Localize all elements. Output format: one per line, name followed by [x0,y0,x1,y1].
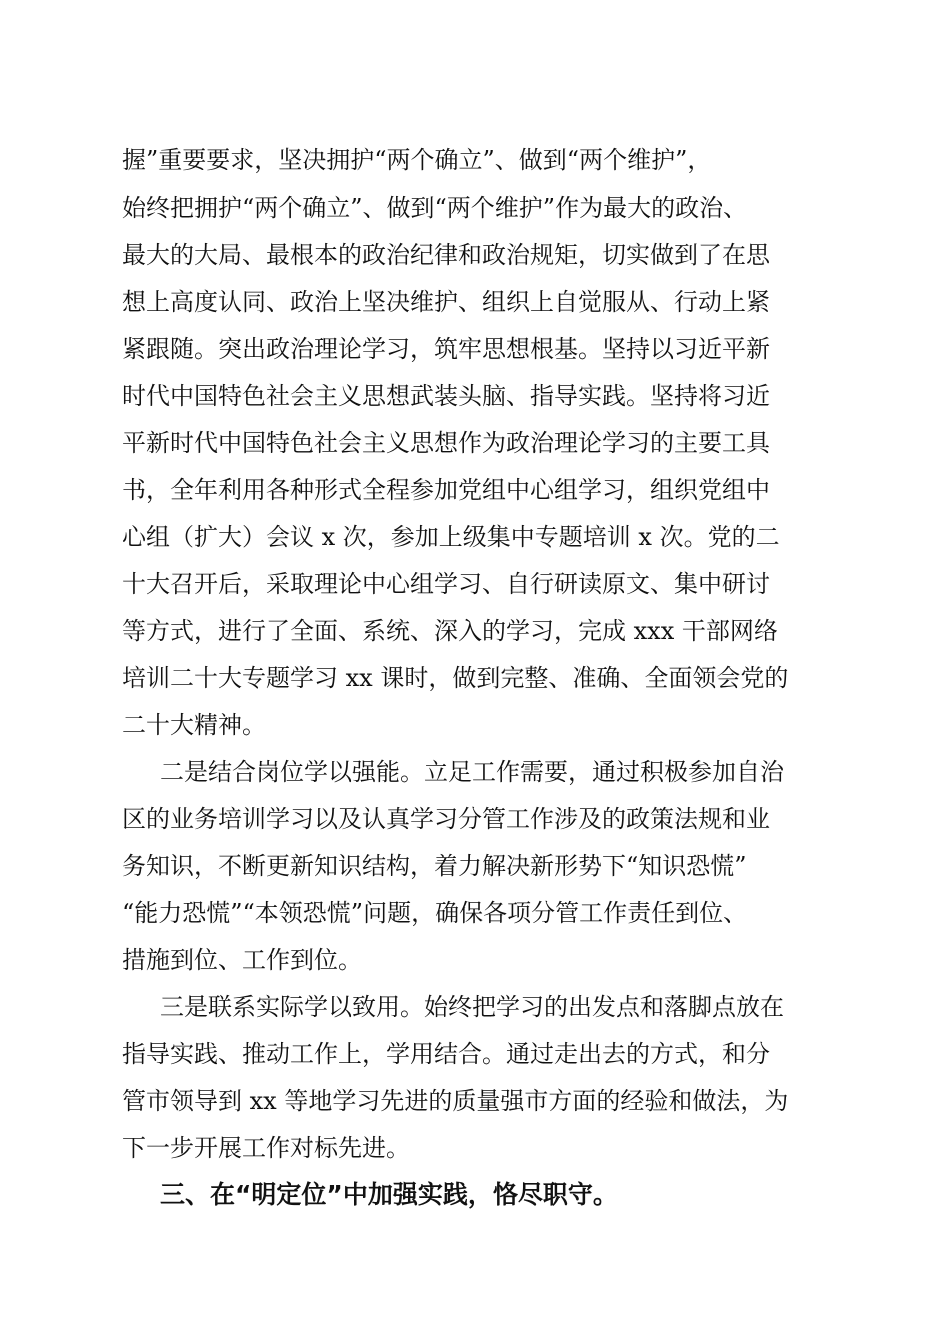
section-heading: 三、在“明定位”中加强实践，恪尽职守。 [160,1180,618,1209]
body-line-10: 十大召开后，采取理论中心组学习、自行研读原文、集中研讨 [122,570,770,598]
body-line-5: 紧跟随。突出政治理论学习，筑牢思想根基。坚持以习近平新 [122,335,770,363]
body-line-7: 平新时代中国特色社会主义思想作为政治理论学习的主要工具 [122,429,770,457]
paragraph-3-line-4: 下一步开展工作对标先进。 [122,1134,410,1162]
body-line-2: 始终把拥护“两个确立”、做到“两个维护”作为最大的政治、 [122,194,748,222]
paragraph-3-line-2: 指导实践、推动工作上，学用结合。通过走出去的方式，和分 [122,1040,770,1068]
body-line-6: 时代中国特色社会主义思想武装头脑、指导实践。坚持将习近 [122,382,770,410]
paragraph-3-line-1: 三是联系实际学以致用。始终把学习的出发点和落脚点放在 [160,993,784,1021]
body-line-8: 书，全年利用各种形式全程参加党组中心组学习，组织党组中 [122,476,770,504]
body-line-13: 二十大精神。 [122,711,266,739]
paragraph-2-line-2: 区的业务培训学习以及认真学习分管工作涉及的政策法规和业 [122,805,770,833]
paragraph-2-line-1: 二是结合岗位学以强能。立足工作需要，通过积极参加自治 [160,758,784,786]
paragraph-2-line-4: “能力恐慌”“本领恐慌”问题，确保各项分管工作责任到位、 [122,899,748,927]
paragraph-2-line-3: 务知识，不断更新知识结构，着力解决新形势下“知识恐慌” [122,852,747,880]
body-line-4: 想上高度认同、政治上坚决维护、组织上自觉服从、行动上紧 [122,288,770,316]
body-line-9: 心组（扩大）会议 x 次，参加上级集中专题培训 x 次。党的二 [122,523,780,551]
body-line-11: 等方式，进行了全面、系统、深入的学习，完成 xxx 干部网络 [122,617,778,645]
body-line-3: 最大的大局、最根本的政治纪律和政治规矩，切实做到了在思 [122,241,770,269]
body-line-1: 握”重要要求，坚决拥护“两个确立”、做到“两个维护”， [122,146,712,174]
paragraph-2-line-5: 措施到位、工作到位。 [122,946,362,974]
body-line-12: 培训二十大专题学习 xx 课时，做到完整、准确、全面领会党的 [122,664,789,692]
paragraph-3-line-3: 管市领导到 xx 等地学习先进的质量强市方面的经验和做法，为 [122,1087,789,1115]
